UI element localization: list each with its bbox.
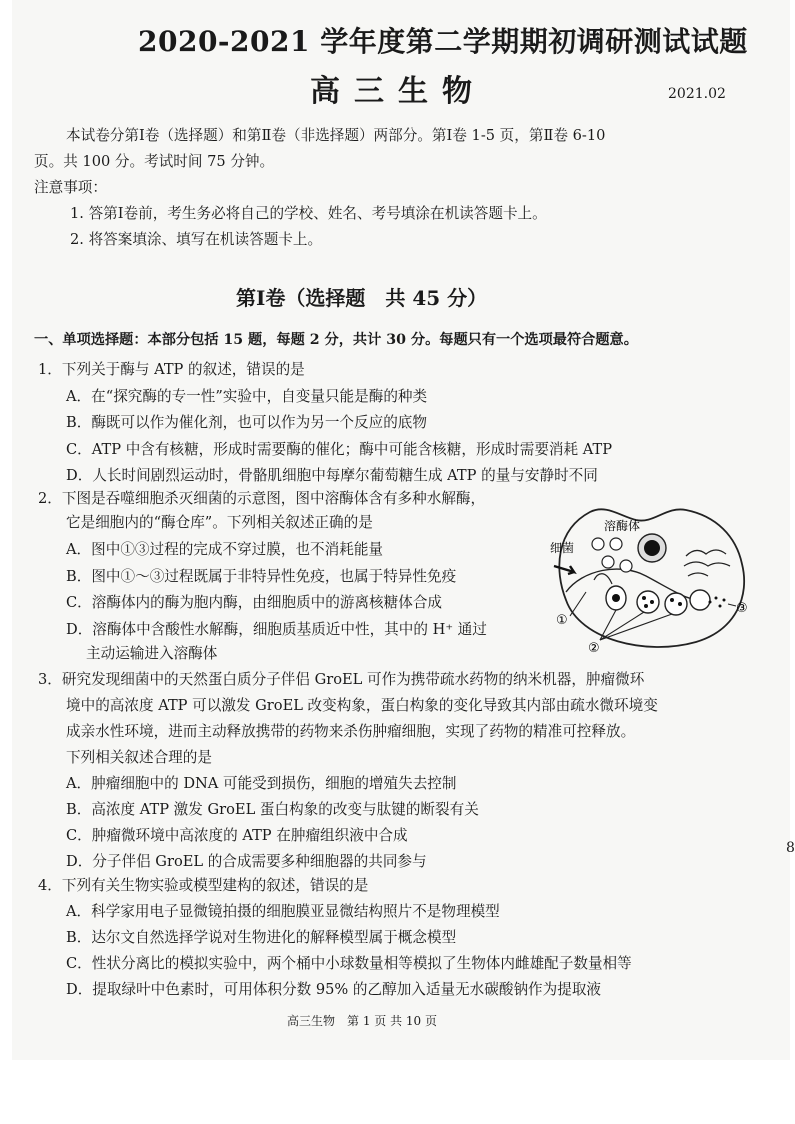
q4-option-c: C．性状分离比的模拟实验中，两个桶中小球数量相等模拟了生物体内雌雄配子数量相等 xyxy=(66,955,632,972)
q2-option-d-2: 主动运输进入溶酶体 xyxy=(86,645,218,662)
mark-3: ③ xyxy=(736,601,748,616)
q4-option-b: B．达尔文自然选择学说对生物进化的解释模型属于概念模型 xyxy=(66,929,457,946)
notice-label: 注意事项： xyxy=(34,179,107,196)
label-lysosome: 溶酶体 xyxy=(604,519,641,533)
intro-line-1: 本试卷分第Ⅰ卷（选择题）和第Ⅱ卷（非选择题）两部分。第Ⅰ卷 1-5 页，第Ⅱ卷 6-10 xyxy=(66,127,606,144)
mark-1: ① xyxy=(556,613,568,628)
edge-page-number: 8 xyxy=(786,840,795,856)
exam-page xyxy=(12,0,790,1060)
q1-stem: 1．下列关于酶与 ATP 的叙述，错误的是 xyxy=(38,361,305,378)
q3-stem-1: 3．研究发现细菌中的天然蛋白质分子伴侣 GroEL 可作为携带疏水药物的纳米机器，肿瘤微环 xyxy=(38,671,645,688)
label-bacteria: 细菌 xyxy=(550,541,575,555)
q3-option-a: A．肿瘤细胞中的 DNA 可能受到损伤，细胞的增殖失去控制 xyxy=(66,775,457,792)
q4-option-d: D．提取绿叶中色素时，可用体积分数 95% 的乙醇加入适量无水碳酸钠作为提取液 xyxy=(66,981,602,998)
page-footer: 高三生物 第 1 页 共 10 页 xyxy=(287,1014,437,1028)
q2-stem-2: 它是细胞内的“酶仓库”。下列相关叙述正确的是 xyxy=(66,514,373,531)
q2-stem-1: 2．下图是吞噬细胞杀灭细菌的示意图，图中溶酶体含有多种水解酶， xyxy=(38,490,486,507)
phagocyte-diagram xyxy=(536,500,758,660)
q3-option-d: D．分子伴侣 GroEL 的合成需要多种细胞器的共同参与 xyxy=(66,853,427,870)
q1-option-d: D．人长时间剧烈运动时，骨骼肌细胞中每摩尔葡萄糖生成 ATP 的量与安静时不同 xyxy=(66,467,598,484)
exam-title: 2020-2021 学年度第二学期期初调研测试试题 xyxy=(138,25,748,58)
section-heading: 第Ⅰ卷（选择题 共 45 分） xyxy=(236,286,488,310)
q4-option-a: A．科学家用电子显微镜拍摄的细胞膜亚显微结构照片不是物理模型 xyxy=(66,903,500,920)
q1-option-c: C．ATP 中含有核糖，形成时需要酶的催化；酶中可能含核糖，形成时需要消耗 ATP xyxy=(66,441,613,458)
q3-stem-4: 下列相关叙述合理的是 xyxy=(66,749,212,766)
q3-stem-2: 境中的高浓度 ATP 可以激发 GroEL 改变构象，蛋白构象的变化导致其内部由疏水微环境变 xyxy=(66,697,658,714)
notice-item-1: 1. 答第Ⅰ卷前，考生务必将自己的学校、姓名、考号填涂在机读答题卡上。 xyxy=(70,205,547,222)
q4-stem: 4．下列有关生物实验或模型建构的叙述，错误的是 xyxy=(38,877,369,894)
q2-option-c: C．溶酶体内的酶为胞内酶，由细胞质中的游离核糖体合成 xyxy=(66,594,443,611)
intro-line-2: 页。共 100 分。考试时间 75 分钟。 xyxy=(34,153,275,170)
q3-option-c: C．肿瘤微环境中高浓度的 ATP 在肿瘤组织液中合成 xyxy=(66,827,408,844)
section-instruction: 一、单项选择题：本部分包括 15 题，每题 2 分，共计 30 分。每题只有一个选项最符合题意。 xyxy=(34,332,638,348)
q1-option-a: A．在“探究酶的专一性”实验中，自变量只能是酶的种类 xyxy=(66,388,428,405)
exam-subject: 高三生物 xyxy=(310,74,486,109)
q2-option-a: A．图中①③过程的完成不穿过膜，也不消耗能量 xyxy=(66,541,384,558)
mark-2: ② xyxy=(588,641,600,656)
notice-item-2: 2. 将答案填涂、填写在机读答题卡上。 xyxy=(70,231,323,248)
q3-stem-3: 成亲水性环境，进而主动释放携带的药物来杀伤肿瘤细胞，实现了药物的精准可控释放。 xyxy=(66,723,636,740)
q2-option-d-1: D．溶酶体中含酸性水解酶，细胞质基质近中性，其中的 H⁺ 通过 xyxy=(66,621,487,638)
q2-option-b: B．图中①～③过程既属于非特异性免疫，也属于特异性免疫 xyxy=(66,568,457,585)
q1-option-b: B．酶既可以作为催化剂，也可以作为另一个反应的底物 xyxy=(66,414,427,431)
exam-date: 2021.02 xyxy=(668,86,726,102)
q3-option-b: B．高浓度 ATP 激发 GroEL 蛋白构象的改变与肽键的断裂有关 xyxy=(66,801,479,818)
